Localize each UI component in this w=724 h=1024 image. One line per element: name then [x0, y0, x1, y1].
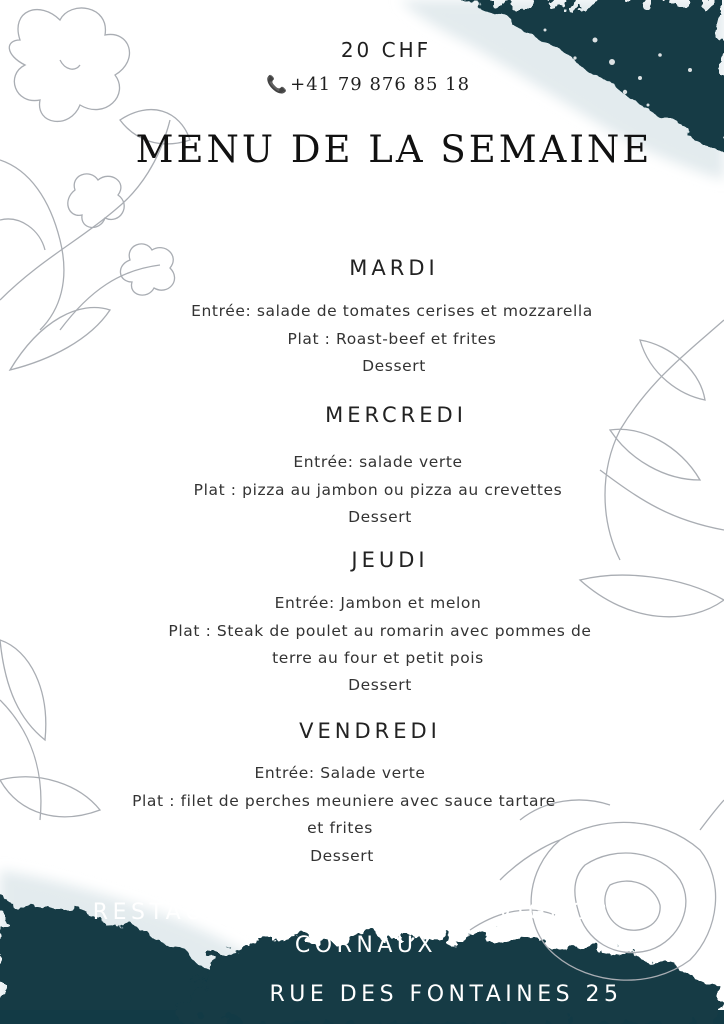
menu-line: Plat : Steak de poulet au romarin avec pommes de: [168, 622, 592, 640]
menu-line: Entrée: salade de tomates cerises et mozzarella: [191, 302, 593, 320]
phone-number: +41 79 876 85 18: [290, 74, 471, 95]
menu-line: Plat : Roast-beef et frites: [287, 330, 497, 348]
menu-line: et frites: [307, 819, 373, 837]
menu-line: Plat : filet de perches meuniere avec sauce tartare: [132, 792, 556, 810]
menu-line: Entrée: salade verte: [293, 453, 463, 471]
menu-line: terre au four et petit pois: [272, 649, 484, 667]
restaurant-town: CORNAUX: [294, 933, 438, 958]
day-heading-mardi: MARDI: [349, 256, 439, 280]
menu-line: Plat : pizza au jambon ou pizza au crevettes: [193, 481, 563, 499]
restaurant-street: RUE DES FONTAINES 25: [269, 982, 623, 1007]
menu-line: Dessert: [362, 357, 426, 375]
phone-icon: 📞: [265, 75, 289, 95]
phone-line: [6, 74, 724, 95]
restaurant-name: RESTAURANT AUBERGE DU VIGNOBLE: [92, 900, 648, 925]
page-title: MENU DE LA SEMAINE: [135, 128, 653, 171]
menu-line: Dessert: [310, 847, 374, 865]
day-heading-jeudi: JEUDI: [351, 548, 429, 572]
day-heading-vendredi: VENDREDI: [299, 719, 441, 743]
menu-line: Entrée: Salade verte: [254, 764, 426, 782]
price-label: 20 CHF: [340, 38, 432, 62]
menu-line: Entrée: Jambon et melon: [274, 594, 482, 612]
day-heading-mercredi: MERCREDI: [325, 403, 467, 427]
menu-line: Dessert: [348, 508, 412, 526]
menu-line: Dessert: [348, 676, 412, 694]
